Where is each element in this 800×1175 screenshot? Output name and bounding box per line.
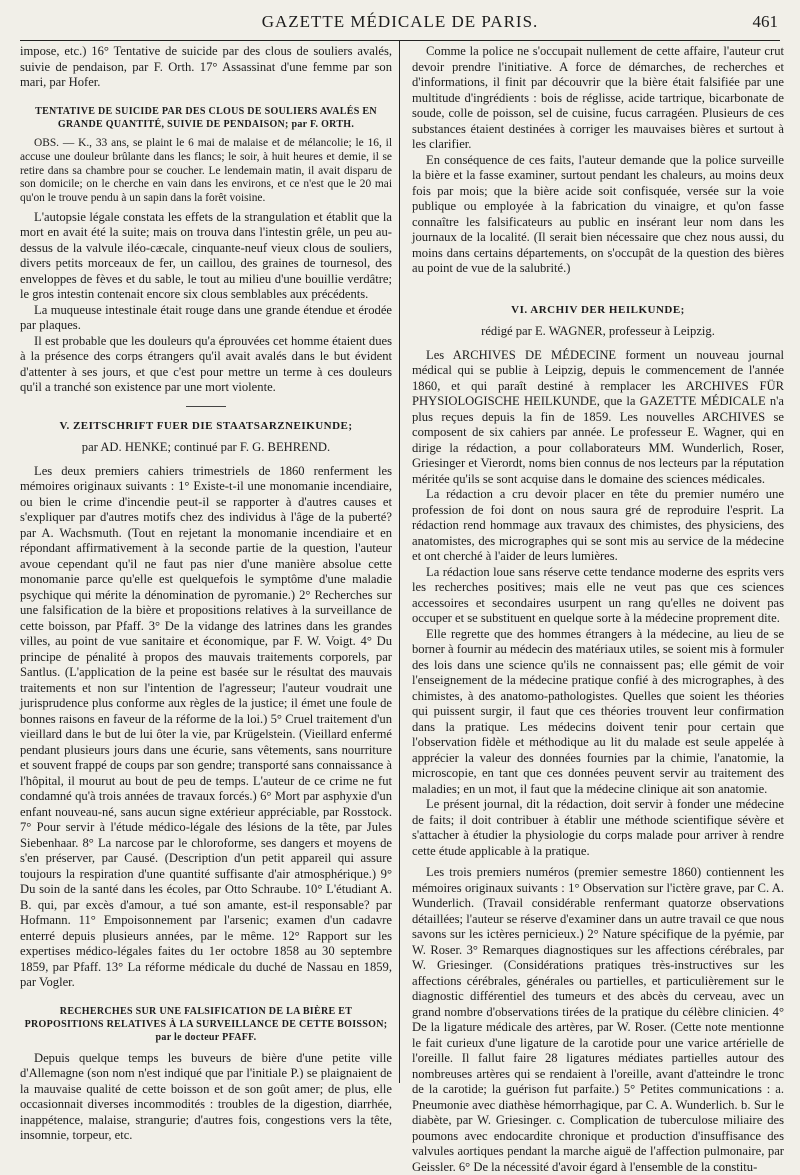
paragraph-probable: Il est probable que les douleurs qu'a éprouvées cet homme étaient dues à la présence des corps étrangers qu'il avait avalés dans le but évident d'attenter à ses jours, et que c'est pour mettre un terme à ces douleurs qu'il a tranché son existence par une mort violente.: [20, 333, 392, 395]
spacer: [412, 277, 784, 291]
paragraph-cahiers: Les deux premiers cahiers trimestriels de 1860 renferment les mémoires originaux suivants : 1° Existe-t-il une monomanie incendiaire, ou bien le crime d'incendie peut-il se rapporter à d'autres causes et s'expliquer par d'autres motifs chez des individus à l'âge de la puberté? par A. Wachsmuth. (Tout en rejetant la monomanie incendiaire et en répondant affirmativement à la seconde partie de la question, l'auteur avoue cependant qu'il ne faut pas nier d'une manière absolue cette monomanie parce qu'elle est quelquefois le symptôme d'une maladie psychique qui mérite la dénomination de pyromanie.) 2° Recherches sur une falsification de la bière et propositions relatives à la surveillance de cette boisson, par Pfaff. 3° De la vidange des latrines dans les grandes villes, au point de vue sanitaire et économique, par F. W. Voigt. 4° Du principe de pénalité à propos des mauvais traitements corporels, par Santlus. (L'application de la peine est basée sur le résultat des mauvais traitements et non sur l'intention de l'agresseur; l'auteur voudrait une jurisprudence plus conforme aux règles de la justice; il émet une foule de bonnes raisons en faveur de la réforme de la loi.) 5° Cruel traitement d'un vieillard dans le but de lui ôter la vie, par Krügelstein. (Vieillard enfermé pendant plusieurs jours dans une écurie, sans vêtements, sans nourriture et souvent frappé de coups par son gendre; transporté sans connaissance à l'hôpital, il mourut au bout de peu de temps. L'auteur de ce crime ne fut condamné qu'à trois années de travaux forcés.) 6° Mort par asphyxie d'un enfant nouveau-né, sans aucun signe extérieur appréciable, par Rosstock. 7° Pour servir à l'étude médico-légale des lésions de la tête, par Jules Siebenhaar. 8° La narcose par le chloroforme, ses dangers et moyens de s'en préserver, par Causé. (Description d'un petit appareil qui assure toujours la respiration d'une quantité suffisante d'air atmosphérique.) 9° Du soin de la santé dans les écoles, par Otto Schraube. 10° L'étudiant A. B. qui, par excès d'amour, a tué son amante, est-il responsable? par Hofmann. 11° Empoisonnement par l'arsenic; examen d'un cadavre enterré depuis plusieurs années, par le même. 12° Rapport sur les expertises médico-légales faites du 1er octobre 1858 au 30 septembre 1859, par Pfaff. 13° La réforme médicale du duché de Nassau en 1859, par Vogler.: [20, 463, 392, 990]
paragraph-consequence: En conséquence de ces faits, l'auteur demande que la police surveille la bière et la fasse examiner, surtout pendant les chaleurs, au moins deux fois par mois; que la bière acide soit confisquée, versée sur la voie publique ou employée à la fabrication du vinaigre, et qu'on fasse connaître les falsificateurs au public en insérant leur nom dans les journaux de la localité. (Il serait bien nécessaire que chez nous aussi, du moins dans certains départements, on s'occupât de la question des bières au point de vue de la salubrité.): [412, 152, 784, 275]
paragraph-regrette: Elle regrette que des hommes étrangers à la médecine, au lieu de se borner à fournir au médecin des matériaux utiles, se soient mis à formuler des lois dans une science qu'ils ne connaissent pas; elle gémit de voir l'enseignement de la médecine pratique confié à des micrographes, à des chimistes, à des anatomo-pathologistes. Quelles que soient les théories qui puissent surgir, il faut que ces théories trouvent leur confirmation dans la pratique. Les médecins doivent tenir pour certain que l'observation fidèle et méthodique au lit du malade est seule appelée à apprécier la valeur des données fournies par la chimie, l'anatomie, la microscopie, en tant que ces données peuvent servir au traitement des maladies; en un mot, il faut que la médecine clinique ait son anatomie.: [412, 626, 784, 796]
right-column: [412, 44, 784, 1174]
observation-paragraph: OBS. — K., 33 ans, se plaint le 6 mai de malaise et de mélancolie; le 16, il accuse une douleur brûlante dans les flancs; le soir, à huit heures et demie, il se retire dans sa chambre pour se coucher. Le lendemain matin, il avait disparu de son domicile; on le cherche en vain dans les environs, et ce n'est que le 20 mai qu'on le trouve pendu à un sapin dans la forêt voisine.: [20, 136, 392, 205]
journal-title: GAZETTE MÉDICALE DE PARIS.: [261, 12, 539, 31]
column-divider: [399, 40, 400, 1083]
left-column: [20, 44, 392, 1142]
paragraph-police: Comme la police ne s'occupait nullement de cette affaire, l'auteur crut devoir prendre l'initiative. A force de démarches, de recherches et d'informations, il finit par découvrir que la bière était falsifiée par une multitude d'ingrédients : bois de réglisse, acide tartrique, bicarbonate de soude, colle de poisson, sel de cuisine, fucus carragéen. Plusieurs de ces substances étaient destinées à corriger les mauvaises bières et surtout à les clarifier.: [412, 44, 784, 151]
section-heading-biere: RECHERCHES SUR UNE FALSIFICATION DE LA BIÈRE ET PROPOSITIONS RELATIVES À LA SURVEILLANCE DE CETTE BOISSON; par le docteur PFAFF.: [24, 1005, 388, 1044]
paragraph-redaction: La rédaction a cru devoir placer en tête du premier numéro une profession de foi dont on nous saura gré de reproduire l'esprit. La rédaction rend hommage aux travaux des chimistes, des physiciens, des anatomistes, des micrographes qui se sont mis au service de la médecine et ont cherché à l'aider de leurs lumières.: [412, 487, 784, 563]
page-number: 461: [752, 12, 778, 31]
paragraph-archives: Les ARCHIVES DE MÉDECINE forment un nouveau journal médical qui se publie à Leipzig, depuis le commencement de l'année 1860, et qui paraît destiné à remplacer les ARCHIVES FÜR PHYSIOLOGISCHE HEILKUNDE, que la GAZETTE MÉDICALE n'a plus reçues depuis la fin de 1859. Les nouvelles ARCHIVES se composent de six cahiers par année. Le professeur E. Wagner, qui en dirige la rédaction, a pour collaborateurs MM. Wunderlich, Roser, Griesinger et Vierordt, noms bien connus de nos lecteurs par la réputation méritée qu'ils se sont acquise dans le domaine des sciences médicales.: [412, 347, 784, 486]
section-heading-suicide: TENTATIVE DE SUICIDE PAR DES CLOUS DE SOULIERS AVALÉS EN GRANDE QUANTITÉ, SUIVIE DE PENDAISON; par F. ORTH.: [35, 105, 377, 130]
chapter-title-heilkunde: VI. ARCHIV DER HEILKUNDE;: [511, 303, 685, 316]
paragraph-muqueuse: La muqueuse intestinale était rouge dans une grande étendue et érodée par plaques.: [20, 302, 392, 333]
paragraph-present: Le présent journal, dit la rédaction, doit servir à fonder une médecine de faits; il doit contribuer à établir une méthode scientifique sévère et s'attacher à étudier la physiologie du corps malade pour arriver à rendre cette étude applicable à la pratique.: [412, 797, 784, 858]
page-header: [20, 0, 780, 41]
paragraph-loue: La rédaction loue sans réserve cette tendance moderne des esprits vers les recherches positives; mais elle ne veut pas que ces sciences accessoires et secondaires usurpent un rang qu'elles ne doivent pas occuper et se substituent en quelque sorte à la médecine proprement dite.: [412, 564, 784, 625]
chapter-byline-wagner: rédigé par E. WAGNER, professeur à Leipzig.: [481, 324, 715, 338]
intro-paragraph: impose, etc.) 16° Tentative de suicide par des clous de souliers avalés, suivie de pendaison, par F. Orth. 17° Assassinat d'une femme par son mari, par Hofer.: [20, 44, 392, 89]
paragraph-buveurs: Depuis quelque temps les buveurs de bière d'une petite ville d'Allemagne (son nom n'est indiqué que par l'initiale P.) se plaignaient de la mauvaise qualité de cette boisson et de son goût amer; de plus, elle occasionnait diverses incommodités : troubles de la digestion, diarrhée, inappétence, malaise, strangurie; d'autres fois, congestions vers la tête, insomnie, torpeur, etc.: [20, 1050, 392, 1142]
chapter-byline-henke: par AD. HENKE; continué par F. G. BEHREND.: [81, 440, 331, 455]
chapter-title-staatsarzneikunde: V. ZEITSCHRIFT FUER DIE STAATSARZNEIKUNDE;: [59, 419, 353, 432]
paragraph-autopsie: L'autopsie légale constata les effets de la strangulation et établit que la mort en avait été la suite; mais on trouva dans l'intestin grêle, un peu au-dessus de la valvule iléo-cæcale, cinquante-neuf vieux clous de souliers, divers petits morceaux de fer, un caillou, des graines de tournesol, des enveloppes de fèves et du sable, le tout au milieu d'une bouillie verdâtre; le gros intestin contenait encore six clous semblables aux précédents.: [20, 209, 392, 302]
paragraph-trois-numeros: Les trois premiers numéros (premier semestre 1860) contiennent les mémoires originaux suivants : 1° Observation sur l'ictère grave, par C. A. Wunderlich. (Travail considérable renfermant quatorze observations détaillées; l'auteur se réserve d'examiner dans un autre travail ce que nous savons sur les ictères pernicieux.) 2° Nature spécifique de la pyémie, par W. Roser. 3° Remarques diagnostiques sur les affections cérébrales, par W. Griesinger. (Considérations pratiques très-instructives sur les affections cérébrales, générales ou partielles, et particulièrement sur le diagnostic différentiel des tumeurs et des abcès du cerveau, avec un grand nombre d'observations tirées de la pratique du célèbre clinicien. 4° De la ligature médicale des artères, par W. Roser. (Cette note mentionne le fait curieux d'une ligature de la carotide pour une varice artérielle de l'oreille. Il fallut faire 28 ligatures médiates partielles autour des nombreuses artères qui se rendaient à l'oreille, avant d'atteindre le tronc de la carotide; la guérison fut parfaite.) 5° Petites communications : a. Pneumonie avec diathèse hémorrhagique, par C. A. Wunderlich. b. Sur le diabète, par W. Griesinger. c. Complication de tuberculose miliaire des poumons avec endocardite chronique et production d'insuffisance des valvules aortiques pendant la marche aiguë de l'affection pulmonaire, par Geissler. 6° De la nécessité d'avoir égard à l'ensemble de la constitu-: [412, 865, 784, 1174]
short-rule: [186, 406, 226, 407]
